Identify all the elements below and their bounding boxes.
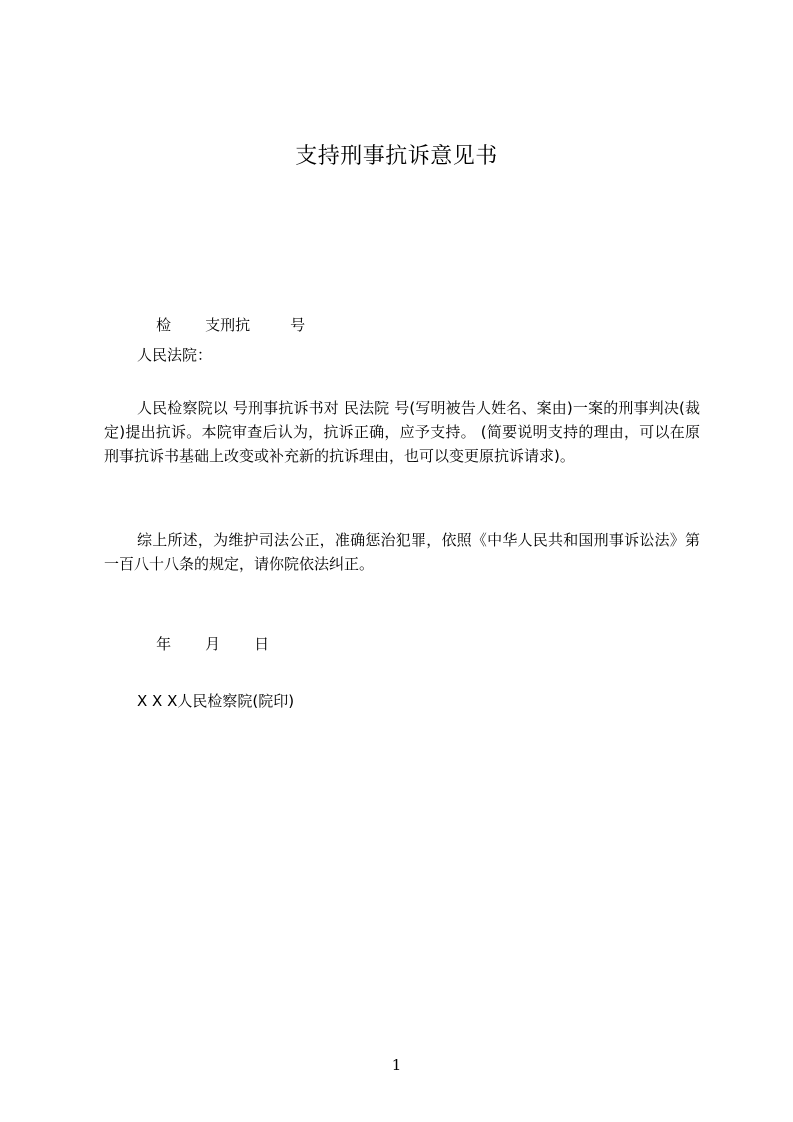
date-year: 年 bbox=[156, 635, 172, 653]
signature-line: X X X人民检察院(院印) bbox=[137, 692, 295, 710]
page-number: 1 bbox=[391, 1056, 402, 1074]
body-paragraph-1: 人民检察院以 号刑事抗诉书对 民法院 号(写明被告人姓名、案由)一案的刑事判决(裁定)提出抗诉。本院审查后认为，抗诉正确，应予支持。 (简要说明支持的理由，可以在原刑事抗诉书基础上改变或补充新的抗诉理由，也可以变更原抗诉请求)。 bbox=[104, 399, 700, 465]
body-paragraph-2: 综上所述，为维护司法公正，准确惩治犯罪，依照《中华人民共和国刑事诉讼法》第一百八十八条的规定，请你院依法纠正。 bbox=[104, 531, 700, 573]
document-title: 支持刑事抗诉意见书 bbox=[295, 144, 498, 169]
date-line bbox=[137, 608, 269, 680]
reference-part-3: 号 bbox=[290, 316, 306, 334]
date-month: 月 bbox=[205, 635, 221, 653]
reference-part-1: 检 bbox=[156, 316, 172, 334]
reference-part-2: 支刑抗 bbox=[205, 316, 251, 334]
date-day: 日 bbox=[254, 635, 270, 653]
addressee: 人民法院： bbox=[137, 346, 213, 364]
